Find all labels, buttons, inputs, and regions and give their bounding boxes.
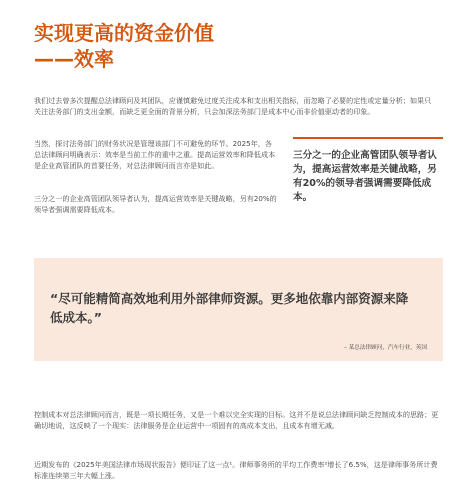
pull-quote-callout xyxy=(293,137,443,205)
heading-line-1: 实现更高的资金价值 xyxy=(34,21,214,45)
cost-control-paragraph: 控制成本对总法律顾问而言，既是一项长期任务，又是一个难以完全实现的目标。这并不是说总法律顾问缺乏控制成本的思路；更确切地说，这反映了一个现实：法律服务是企业运营中一项固有的高成本支出，且成本有增无减。 xyxy=(34,410,439,430)
section-heading xyxy=(34,20,214,72)
gc-quote: “尽可能精简高效地利用外部律师资源。更多地依靠内部资源来降低成本。” xyxy=(50,291,409,325)
market-report-paragraph: 近期发布的《2025年美国法律市场现状报告》便印证了这一点¹。律师事务所的平均工作费率²增长了6.5%，这是律师事务所计费标准连续第三年大幅上涨。 xyxy=(34,460,438,480)
intro-paragraph: 我们过去曾多次提醒总法律顾问及其团队，应谨慎避免过度关注成本和支出相关指标，而忽略了必要的定性或定量分析；如果只关注法务部门的支出金额，而缺乏更全面的背景分析，只会加深法务部门是成本中心而非价值驱动者的印象。 xyxy=(34,96,432,116)
efficiency-paragraph: 当然，探讨法务部门的财务状况是管理该部门不可避免的环节。2025年，各总法律顾问明确表示：效率是当前工作的重中之重。提高运营效率和降低成本是企业高管团队的首要任务，对总法律顾问而言亦是如此。 xyxy=(34,139,276,170)
callout-text: 三分之一的企业高管团队领导者认为，提高运营效率是关键战略，另有20%的领导者强调需要降低成本。 xyxy=(293,150,437,203)
quote-attribution: – 某总法律顾问，汽车行业，英国 xyxy=(344,345,427,351)
heading-line-2: ——效率 xyxy=(34,47,114,71)
executive-priorities-paragraph: 三分之一的企业高管团队领导者认为，提高运营效率是关键战略，另有20%的领导者强调需要降低成本。 xyxy=(34,194,277,214)
